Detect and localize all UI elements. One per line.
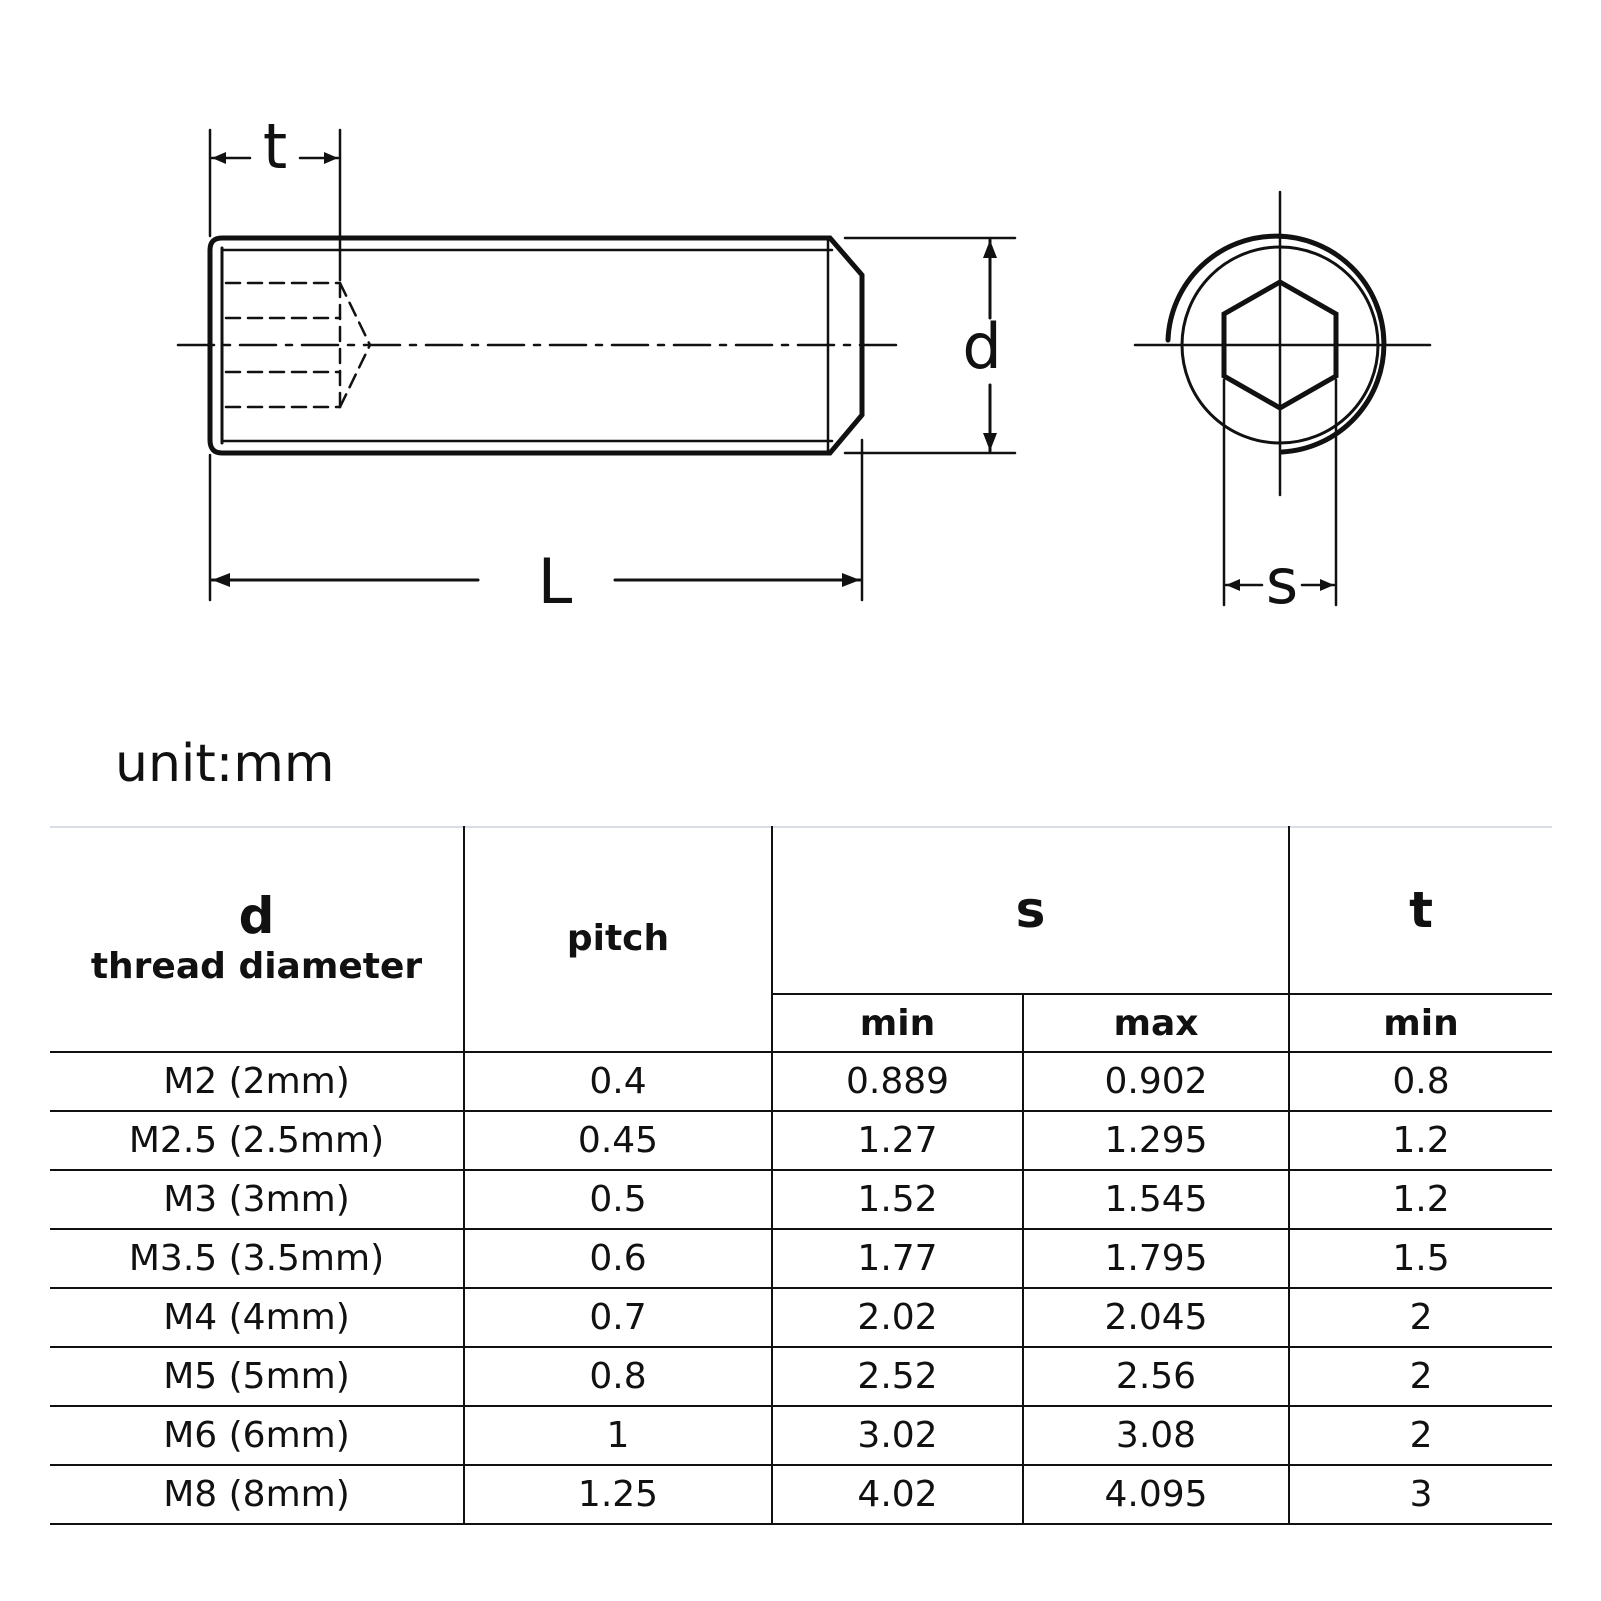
cell-t-min: 1.2 bbox=[1289, 1170, 1552, 1229]
header-d-symbol: d bbox=[238, 886, 275, 945]
header-t-min: min bbox=[1289, 994, 1552, 1052]
cell-d: M3 (3mm) bbox=[50, 1170, 464, 1229]
header-d bbox=[50, 827, 464, 1052]
table-row bbox=[50, 1229, 1552, 1288]
cell-t-min: 2 bbox=[1289, 1288, 1552, 1347]
cell-d: M5 (5mm) bbox=[50, 1347, 464, 1406]
label-d: d bbox=[962, 310, 1002, 383]
cell-pitch: 0.4 bbox=[464, 1052, 772, 1111]
header-d-desc: thread diameter bbox=[90, 945, 423, 987]
set-screw-diagram bbox=[0, 0, 1601, 700]
cell-s-min: 2.02 bbox=[772, 1288, 1023, 1347]
cell-t-min: 2 bbox=[1289, 1406, 1552, 1465]
header-pitch: pitch bbox=[464, 827, 772, 1052]
header-row-1 bbox=[50, 827, 1552, 994]
table-row bbox=[50, 1347, 1552, 1406]
table-row bbox=[50, 1170, 1552, 1229]
cell-t-min: 3 bbox=[1289, 1465, 1552, 1524]
cell-d: M2.5 (2.5mm) bbox=[50, 1111, 464, 1170]
cell-t-min: 1.5 bbox=[1289, 1229, 1552, 1288]
end-view bbox=[1135, 192, 1430, 605]
side-view bbox=[178, 130, 1015, 600]
header-s: s bbox=[772, 827, 1289, 994]
cell-d: M3.5 (3.5mm) bbox=[50, 1229, 464, 1288]
arrowheads bbox=[212, 152, 1334, 591]
cell-s-max: 2.045 bbox=[1023, 1288, 1289, 1347]
cell-s-min: 1.27 bbox=[772, 1111, 1023, 1170]
cell-d: M8 (8mm) bbox=[50, 1465, 464, 1524]
table-row bbox=[50, 1052, 1552, 1111]
cell-pitch: 1.25 bbox=[464, 1465, 772, 1524]
cell-s-max: 2.56 bbox=[1023, 1347, 1289, 1406]
cell-s-min: 4.02 bbox=[772, 1465, 1023, 1524]
cell-s-max: 4.095 bbox=[1023, 1465, 1289, 1524]
cell-pitch: 0.6 bbox=[464, 1229, 772, 1288]
cell-s-max: 3.08 bbox=[1023, 1406, 1289, 1465]
spec-table bbox=[50, 826, 1552, 1525]
cell-s-min: 3.02 bbox=[772, 1406, 1023, 1465]
cell-s-max: 0.902 bbox=[1023, 1052, 1289, 1111]
table-row bbox=[50, 1406, 1552, 1465]
cell-d: M6 (6mm) bbox=[50, 1406, 464, 1465]
header-t: t bbox=[1289, 827, 1552, 994]
cell-pitch: 0.5 bbox=[464, 1170, 772, 1229]
cell-s-min: 0.889 bbox=[772, 1052, 1023, 1111]
cell-s-min: 1.52 bbox=[772, 1170, 1023, 1229]
cell-s-min: 2.52 bbox=[772, 1347, 1023, 1406]
cell-t-min: 2 bbox=[1289, 1347, 1552, 1406]
label-t: t bbox=[262, 110, 288, 183]
cell-s-max: 1.795 bbox=[1023, 1229, 1289, 1288]
cell-d: M4 (4mm) bbox=[50, 1288, 464, 1347]
cell-pitch: 0.8 bbox=[464, 1347, 772, 1406]
cell-s-max: 1.295 bbox=[1023, 1111, 1289, 1170]
cell-t-min: 1.2 bbox=[1289, 1111, 1552, 1170]
table-row bbox=[50, 1111, 1552, 1170]
table-row bbox=[50, 1465, 1552, 1524]
cell-pitch: 0.7 bbox=[464, 1288, 772, 1347]
header-s-max: max bbox=[1023, 994, 1289, 1052]
header-s-min: min bbox=[772, 994, 1023, 1052]
cell-s-max: 1.545 bbox=[1023, 1170, 1289, 1229]
unit-label: unit:mm bbox=[115, 734, 335, 794]
cell-s-min: 1.77 bbox=[772, 1229, 1023, 1288]
label-L: L bbox=[537, 545, 573, 618]
label-s: s bbox=[1265, 545, 1299, 618]
table-row bbox=[50, 1288, 1552, 1347]
cell-pitch: 0.45 bbox=[464, 1111, 772, 1170]
cell-t-min: 0.8 bbox=[1289, 1052, 1552, 1111]
cell-pitch: 1 bbox=[464, 1406, 772, 1465]
cell-d: M2 (2mm) bbox=[50, 1052, 464, 1111]
